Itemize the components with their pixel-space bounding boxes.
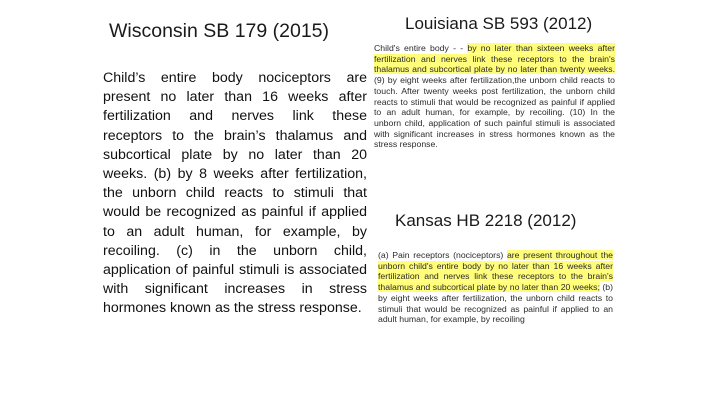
louisiana-text-post: (9) by eight weeks after fertilization,the unborn child reacts to touch. After twenty weeks post fertilization, the unborn child reacts to stimuli that would be recognized as painful if applied to an adult human, for example, by recoiling. (10) In the unborn child, application of such painful stimuli is associated with significant increases in stress hormones known as the stress response.: [374, 75, 615, 150]
kansas-title: Kansas HB 2218 (2012): [395, 211, 577, 230]
louisiana-text: [374, 43, 615, 150]
kansas-text-post: (b) by eight weeks after fertilization, the unborn child reacts to stimuli that would be recognized as painful if applied to an adult human, for example, by recoiling: [378, 282, 613, 325]
louisiana-highlight: by no later than sixteen weeks after fertilization and nerves link these receptors to the brain's thalamus and subcortical plate by no later than twenty weeks.: [374, 43, 615, 75]
louisiana-title: Louisiana SB 593 (2012): [405, 14, 593, 33]
kansas-text: [378, 250, 613, 325]
louisiana-text-pre: Child's entire body - -: [374, 43, 468, 53]
wisconsin-title: Wisconsin SB 179 (2015): [109, 20, 330, 42]
kansas-text-pre: (a) Pain receptors (nociceptors): [378, 250, 507, 260]
kansas-highlight: are present throughout the unborn child's entire body by no later than 16 weeks after fertilization and nerves link these receptors to the brain's thalamus and subcortical plate by no later than 20 weeks;: [378, 250, 613, 293]
wisconsin-text: Child’s entire body nociceptors are present no later than 16 weeks after fertilization and nerves link these receptors to the brain’s thalamus and subcortical plate by no later than 20 weeks. (b) by 8 weeks after fertilization, the unborn child reacts to stimuli that would be recognized as painful if applied to an adult human, for example, by recoiling. (c) in the unborn child, application of painful stimuli is associated with significant increases in stress hormones known as the stress response.: [103, 70, 367, 317]
